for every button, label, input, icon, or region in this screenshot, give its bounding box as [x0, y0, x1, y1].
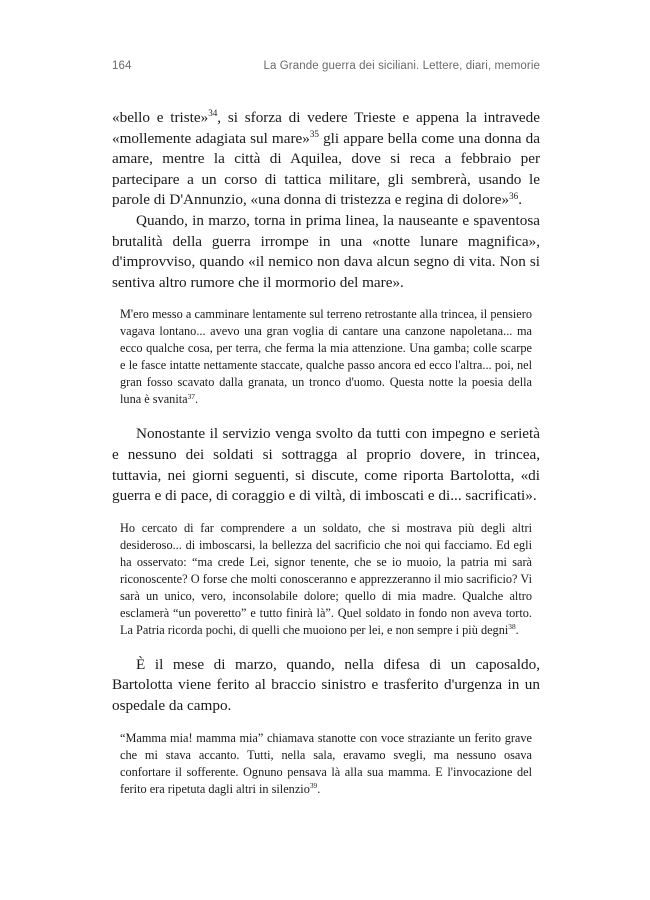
block-quote-3-text: “Mamma mia! mamma mia” chiamava stanotte con voce straziante un ferito grave che mi stava accanto. Tutti, nella sala, eravamo svegli, ma nessuno osava confortare il sofferente. Ognuno pensava là alla sua mamma. E l'invocazione del ferito era ripetuta dagli altri in silenzio — [120, 730, 532, 796]
footnote-ref-38: 38 — [508, 621, 516, 631]
paragraph-1 — [112, 108, 540, 211]
block-quote-2 — [112, 520, 540, 639]
footnote-ref-36: 36 — [509, 190, 519, 201]
paragraph-1-text-c: gli appare bella come una donna da amare, mentre la città di Aquilea, dove si reca a febbraio per partecipare a un corso di tattica militare, gli sembrerà, usando le parole di D'Annunzio, «una donna di tristezza e regina di dolore» — [112, 129, 540, 209]
page-number: 164 — [112, 60, 132, 72]
footnote-ref-39: 39 — [309, 780, 318, 790]
block-quote-2-end: . — [515, 622, 519, 637]
footnote-ref-34: 34 — [208, 108, 218, 119]
footnote-ref-37: 37 — [187, 391, 195, 401]
block-quote-1 — [112, 306, 540, 408]
paragraph-1-text-b: , si sforza di vedere Trieste e appena la intravede «mollemente adagiata sul mare» — [112, 109, 540, 147]
paragraph-1-text-a: «bello e triste» — [112, 109, 209, 126]
page-body — [112, 108, 540, 798]
paragraph-4: È il mese di marzo, quando, nella difesa di un caposaldo, Bartolotta viene ferito al braccio sinistro e trasferito d'urgenza in un ospedale da campo. — [112, 655, 540, 714]
paragraph-3: Nonostante il servizio venga svolto da tutti con impegno e serietà e nessuno dei soldati si sottragga al proprio dovere, in trincea, tuttavia, nei giorni seguenti, si discute, come riporta Bartolotta, «di guerra e di pace, di coraggio e di viltà, di imboscati e di... sacrificati». — [112, 425, 540, 505]
running-title: La Grande guerra dei siciliani. Lettere, diari, memorie — [263, 60, 540, 72]
block-quote-1-text: M'ero messo a camminare lentamente sul terreno retrostante alla trincea, il pensiero vagava lontano... avevo una gran voglia di cantare una canzone napoletana... ma ecco qualche cosa, per terra, che ferma la mia attenzione. Una gamba; colle scarpe e le fasce intatte nettamente staccate, qualche passo ancora ed ecco l'altra... poi, nel gran fosso scavato dalla granata, un tronco d'uomo. Questa notte la poesia della luna è svanita — [120, 307, 532, 407]
block-quote-3 — [112, 730, 540, 798]
block-quote-2-text: Ho cercato di far comprendere a un soldato, che si mostrava più degli altri desideroso... di imboscarsi, la bellezza del sacrificio che noi qui facciamo. Ed egli ha osservato: “ma crede Lei, signor tenente, che se io muoio, la patria mi sarà riconoscente? O forse che molti conosceranno e apprezzeranno il mio sacrificio? Vi sarà un unico, vero, inconsolabile dolore; quello di mia madre. Qualche altro esclamerà “un poveretto” e tutto finirà là”. Quel soldato in fondo non aveva torto. La Patria ricorda pochi, di quelli che muoiono per lei, e non sempre i più degni — [120, 520, 532, 637]
block-quote-1-end: . — [194, 392, 199, 407]
paragraph-1-text-d: . — [518, 191, 522, 209]
running-header — [112, 60, 540, 72]
paragraph-2: Quando, in marzo, torna in prima linea, la nauseante e spaventosa brutalità della guerra irrompe in una «notte lunare magnifica», d'improvviso, quando «il nemico non dava alcun segno di vita. Non si sentiva altro rumore che il mormorio del mare». — [112, 211, 540, 291]
block-quote-3-end: . — [317, 781, 321, 796]
footnote-ref-35: 35 — [309, 128, 319, 139]
